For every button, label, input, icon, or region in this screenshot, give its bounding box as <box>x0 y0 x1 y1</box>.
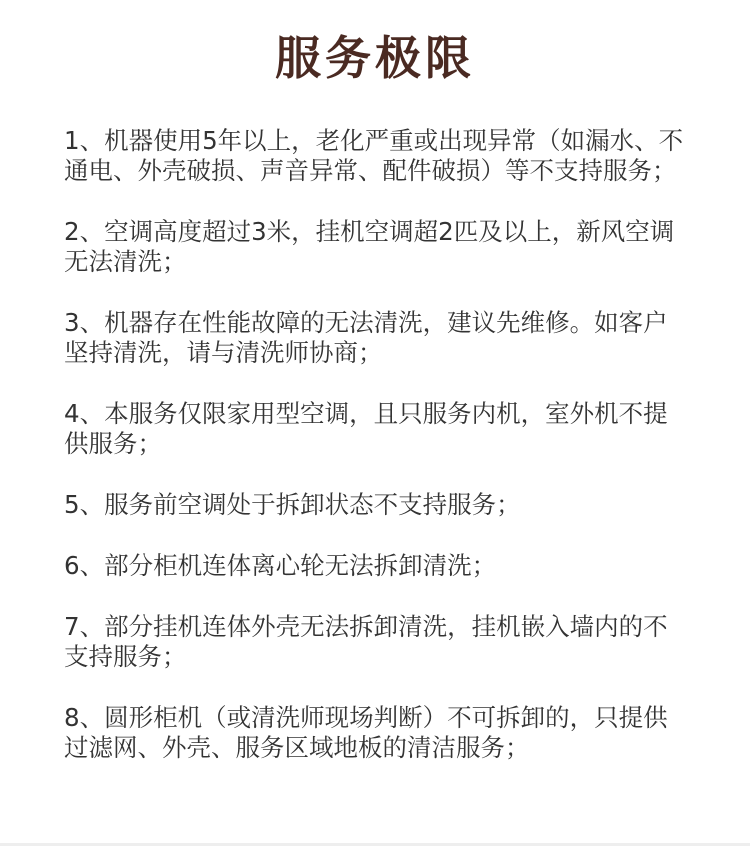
rules-list <box>64 126 686 794</box>
rule-item-5: 5、服务前空调处于拆卸状态不支持服务； <box>64 490 521 519</box>
rule-item-1: 1、机器使用5年以上，老化严重或出现异常（如漏水、不通电、外壳破损、声音异常、配件破损）等不支持服务； <box>64 126 684 185</box>
rule-item-6: 6、部分柜机连体离心轮无法拆卸清洗； <box>64 551 497 580</box>
rule-item-3: 3、机器存在性能故障的无法清洗，建议先维修。如客户坚持清洗，请与清洗师协商； <box>64 308 668 367</box>
page-title: 服务极限 <box>275 31 475 85</box>
rule-item-4: 4、本服务仅限家用型空调，且只服务内机，室外机不提供服务； <box>64 399 668 458</box>
rule-item-7: 7、部分挂机连体外壳无法拆卸清洗，挂机嵌入墙内的不支持服务； <box>64 612 668 671</box>
rule-item-8: 8、圆形柜机（或清洗师现场判断）不可拆卸的，只提供过滤网、外壳、服务区域地板的清洁服务； <box>64 703 668 762</box>
rule-item-2: 2、空调高度超过3米，挂机空调超2匹及以上，新风空调无法清洗； <box>64 217 675 276</box>
